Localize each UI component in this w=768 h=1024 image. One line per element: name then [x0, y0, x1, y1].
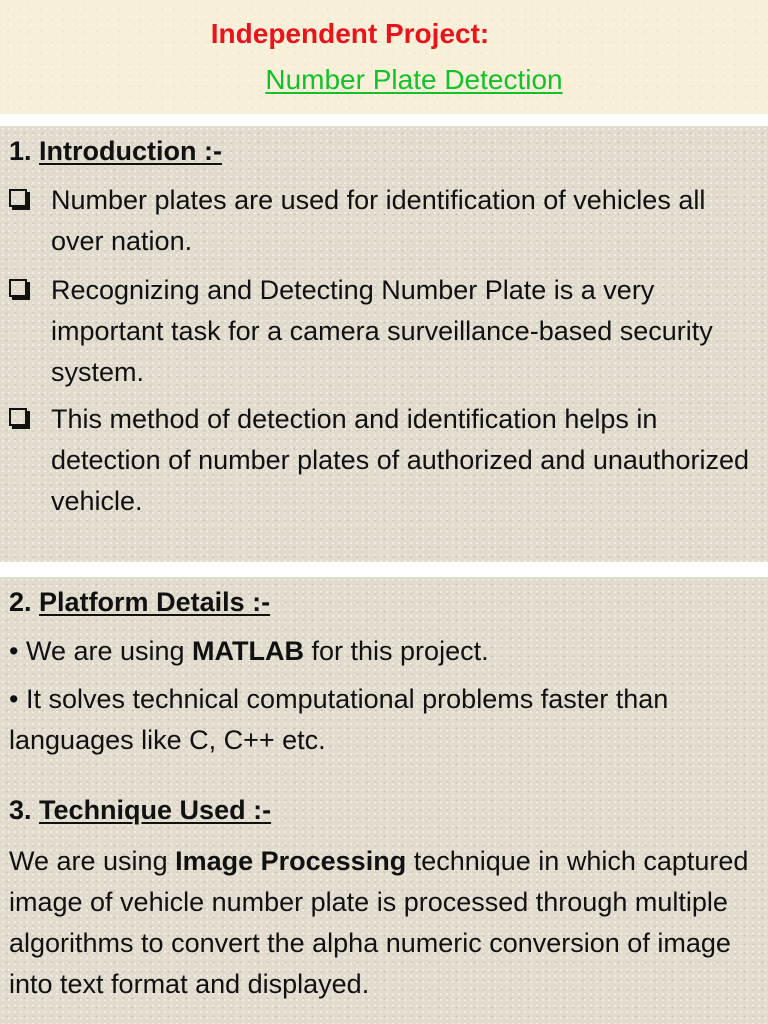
section-number: 2. [9, 587, 32, 617]
text-segment: for this project. [304, 636, 489, 666]
section-heading-platform [9, 587, 270, 618]
page-title: Independent Project: [210, 18, 490, 49]
section-heading-text: Introduction :- [39, 136, 222, 166]
checkbox-bullet-icon [9, 408, 27, 426]
section-heading-text: Technique Used :- [39, 795, 272, 825]
checkbox-bullet-icon [9, 189, 27, 207]
text-bold: Image Processing [175, 846, 407, 876]
list-item-text: Number plates are used for identification of vehicles all over nation. [51, 185, 706, 256]
platform-line-matlab [9, 631, 750, 672]
section-heading-text: Platform Details :- [39, 587, 271, 617]
section-number: 1. [9, 136, 32, 166]
text-segment: technique in which captured image of vehicle number plate is processed through multiple algorithms to convert the alpha numeric conversion of image into text format and displayed. [9, 846, 749, 999]
title-panel [0, 0, 768, 114]
list-item [9, 180, 750, 262]
list-item-text: This method of detection and identification helps in detection of number plates of authorized and unauthorized vehicle. [51, 404, 749, 516]
text-segment: We are using [9, 846, 176, 876]
list-item-text: Recognizing and Detecting Number Plate is a very important task for a camera surveillance-based security system. [51, 275, 713, 387]
list-item [9, 399, 750, 522]
details-section [0, 577, 768, 1024]
text-bold: MATLAB [192, 636, 305, 666]
checkbox-bullet-icon [9, 279, 27, 297]
technique-paragraph [9, 841, 750, 1005]
platform-line-speed: • It solves technical computational problems faster than languages like C, C++ etc. [9, 684, 669, 755]
introduction-section [0, 126, 768, 562]
list-item [9, 270, 750, 393]
section-number: 3. [9, 795, 32, 825]
text-segment: • We are using [9, 636, 193, 666]
section-heading-introduction [9, 136, 222, 167]
page-subtitle: Number Plate Detection [265, 64, 563, 95]
section-heading-technique [9, 795, 271, 826]
